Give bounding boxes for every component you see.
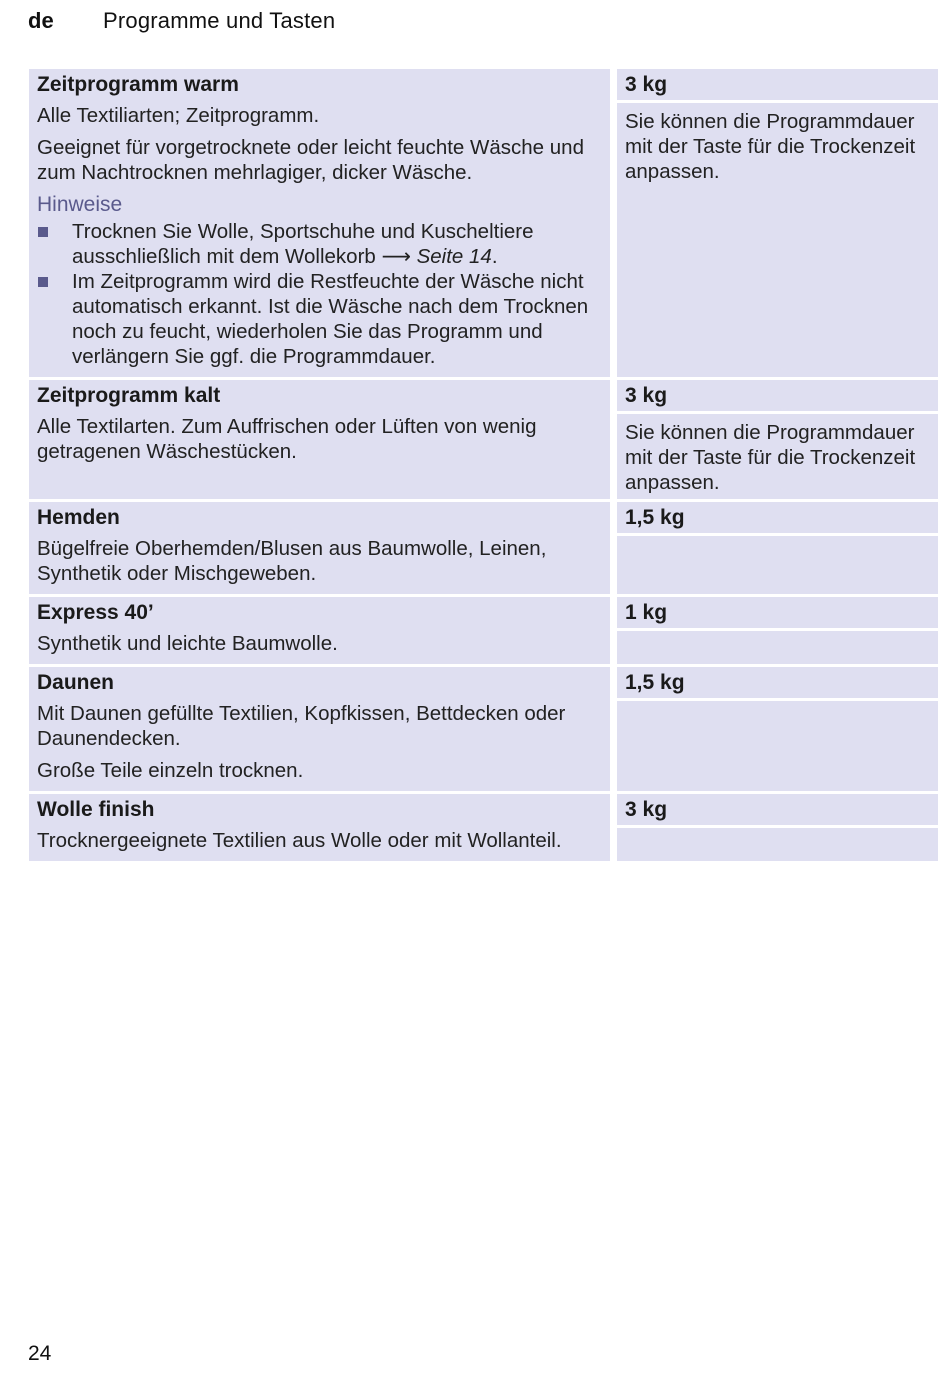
program-row	[29, 594, 938, 664]
bullet-square-icon	[37, 269, 72, 369]
program-row	[29, 69, 938, 377]
program-text: Geeignet für vorgetrocknete oder leicht feuchte Wäsche und zum Nachtrocknen mehrlagiger, dicker Wäsche.	[37, 136, 584, 184]
page-reference-link[interactable]: Seite 14	[416, 245, 492, 268]
max-load: 1,5 kg	[617, 502, 938, 536]
program-load-cell	[617, 502, 938, 594]
program-row	[29, 377, 938, 499]
program-load-cell	[617, 69, 938, 377]
program-name: Zeitprogramm kalt	[37, 384, 221, 407]
page-header	[28, 8, 335, 38]
program-text: Bügelfreie Oberhemden/Blusen aus Baumwolle, Leinen, Synthetik oder Mischgeweben.	[37, 537, 547, 585]
hints-heading: Hinweise	[37, 193, 123, 216]
program-description-cell	[29, 69, 610, 377]
program-load-cell	[617, 794, 938, 861]
program-note	[617, 631, 938, 641]
program-description-cell	[29, 502, 610, 594]
hint-item	[37, 219, 596, 269]
program-description-cell	[29, 380, 610, 499]
max-load: 3 kg	[617, 794, 938, 828]
hint-text: Im Zeitprogramm wird die Restfeuchte der Wäsche nicht automatisch erkannt. Ist die Wäsche nach dem Trocknen noch zu feucht, wiederholen Sie das Programm und verlängern Sie ggf. die Programmdauer.	[72, 270, 589, 368]
program-note	[617, 701, 938, 711]
program-name: Zeitprogramm warm	[37, 73, 239, 96]
hint-text: Trocknen Sie Wolle, Sportschuhe und Kuscheltiere ausschließlich mit dem Wollekorb	[72, 220, 534, 268]
program-row	[29, 664, 938, 791]
program-name: Hemden	[37, 506, 120, 529]
bullet-square-icon	[37, 219, 72, 269]
program-name: Express 40’	[37, 601, 154, 624]
program-text: Alle Textilarten. Zum Auffrischen oder Lüften von wenig getragenen Wäschestücken.	[37, 415, 537, 463]
max-load: 3 kg	[617, 380, 938, 414]
program-name: Daunen	[37, 671, 115, 694]
program-text: Synthetik und leichte Baumwolle.	[37, 632, 338, 655]
program-name: Wolle finish	[37, 798, 155, 821]
arrow-right-icon: ⟶	[381, 245, 411, 268]
max-load: 1,5 kg	[617, 667, 938, 701]
language-code: de	[28, 8, 54, 33]
program-load-cell	[617, 380, 938, 499]
program-load-cell	[617, 597, 938, 664]
program-row	[29, 791, 938, 861]
section-title: Programme und Tasten	[103, 8, 336, 33]
program-table	[29, 69, 938, 861]
hint-item	[37, 269, 596, 369]
hint-end: .	[491, 245, 498, 268]
program-row	[29, 499, 938, 594]
max-load: 3 kg	[617, 69, 938, 103]
page-number: 24	[28, 1342, 52, 1365]
program-note	[617, 536, 938, 546]
program-description-cell	[29, 794, 610, 861]
max-load: 1 kg	[617, 597, 938, 631]
program-note	[617, 828, 938, 838]
program-description-cell	[29, 597, 610, 664]
program-note: Sie können die Programmdauer mit der Taste für die Trockenzeit anpassen.	[625, 110, 916, 183]
program-text: Trocknergeeignete Textilien aus Wolle oder mit Wollanteil.	[37, 829, 562, 852]
program-text: Mit Daunen gefüllte Textilien, Kopfkissen, Bettdecken oder Daunendecken.	[37, 702, 566, 750]
program-description-cell	[29, 667, 610, 791]
program-text: Große Teile einzeln trocknen.	[37, 759, 304, 782]
program-load-cell	[617, 667, 938, 791]
program-text: Alle Textiliarten; Zeitprogramm.	[37, 104, 320, 127]
program-note: Sie können die Programmdauer mit der Taste für die Trockenzeit anpassen.	[625, 421, 916, 494]
